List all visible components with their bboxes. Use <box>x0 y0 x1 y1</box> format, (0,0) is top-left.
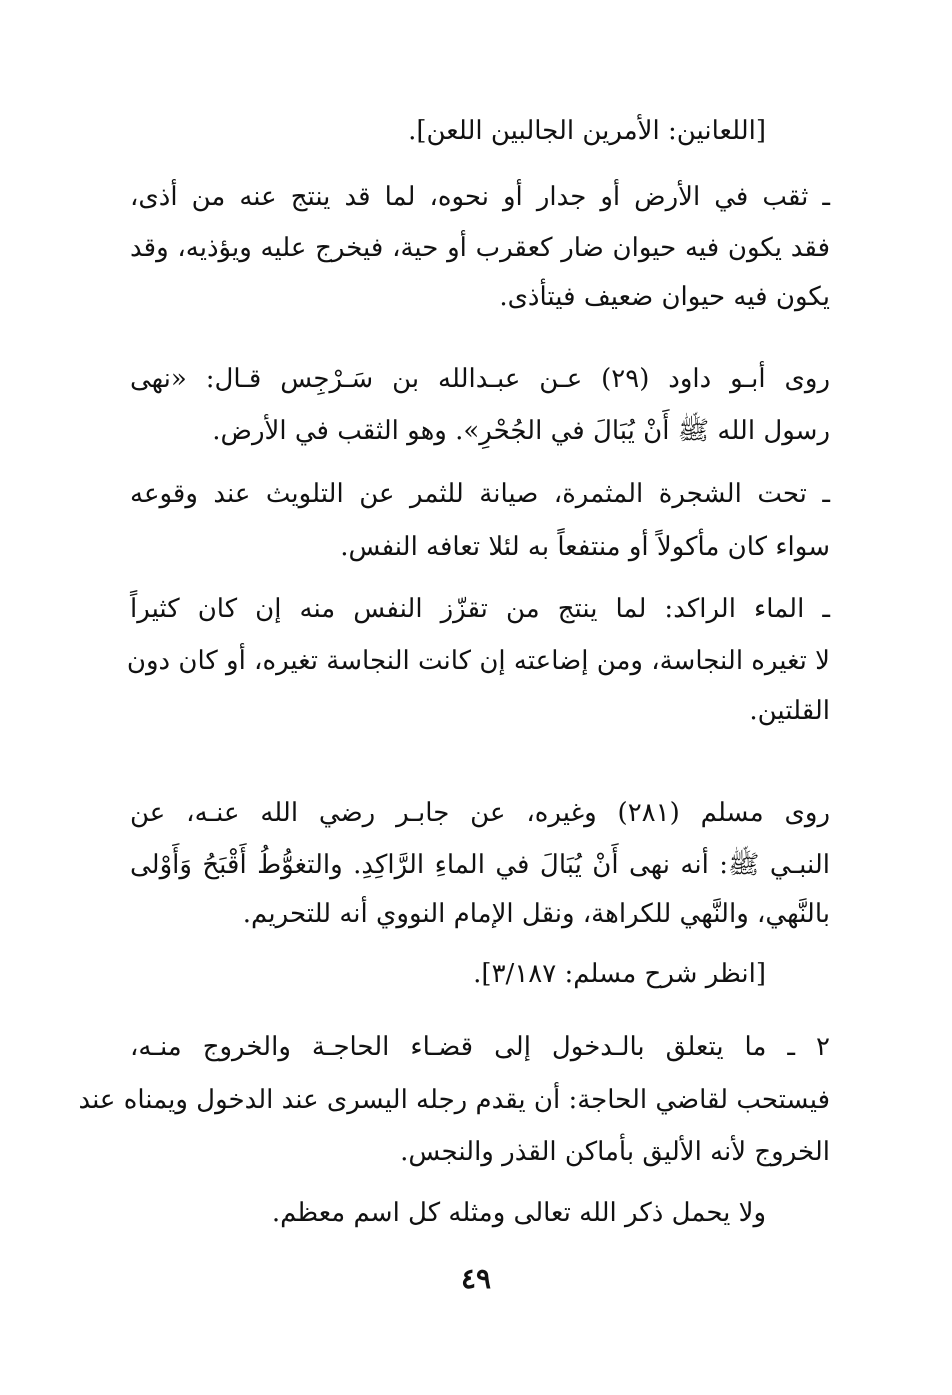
text-line: رسول الله ﷺ أَنْ يُبَالَ في الجُحْرِ». وهو الثقب في الأرض. <box>212 416 830 446</box>
text-line: ـ تحت الشجرة المثمرة، صيانة للثمر عن التلويث عند وقوعه <box>130 479 830 509</box>
text-line: ـ ثقب في الأرض أو جدار أو نحوه، لما قد ينتج عنه من أذى، <box>130 182 830 212</box>
text-line: الخروج لأنه الأليق بأماكن القذر والنجس. <box>400 1137 830 1167</box>
text-line: سواء كان مأكولاً أو منتفعاً به لئلا تعافه النفس. <box>340 532 830 562</box>
text-line: ـ الماء الراكد: لما ينتج من تقزّز النفس منه إن كان كثيراً <box>130 594 830 624</box>
text-line: فقد يكون فيه حيوان ضار كعقرب أو حية، فيخرج عليه ويؤذيه، وقد <box>130 233 830 263</box>
text-line: يكون فيه حيوان ضعيف فيتأذى. <box>499 282 830 312</box>
text-line: بالنَّهي، والنَّهي للكراهة، ونقل الإمام النووي أنه للتحريم. <box>242 899 830 929</box>
text-line: لا تغيره النجاسة، ومن إضاعته إن كانت النجاسة تغيره، أو كان دون <box>126 646 830 676</box>
text-line: روى أبـو داود (٢٩) عـن عبـدالله بن سَـرْجِس قـال: «نهى <box>130 364 831 394</box>
text-line: ٢ ـ ما يتعلق بالـدخول إلى قضـاء الحاجـة والخروج منـه، <box>130 1032 830 1062</box>
text-line: [اللعانين: الأمرين الجالبين اللعن]. <box>408 116 766 146</box>
text-line: ولا يحمل ذكر الله تعالى ومثله كل اسم معظم. <box>271 1198 766 1228</box>
page-number: ٤٩ <box>460 1262 492 1295</box>
text-line: روى مسلم (٢٨١) وغيره، عن جابـر رضي الله عنـه، عن <box>130 798 831 828</box>
text-line: فيستحب لقاضي الحاجة: أن يقدم رجله اليسرى عند الدخول ويمناه عند <box>78 1085 830 1115</box>
text-line: النبـي ﷺ: أنه نهى أَنْ يُبَالَ في الماءِ الرَّاكِدِ. والتغوُّطُ أَقْبَحُ وَأَوْلى <box>130 850 830 880</box>
text-line: [انظر شرح مسلم: ٣/١٨٧]. <box>473 959 766 989</box>
text-line: القلتين. <box>749 696 830 726</box>
